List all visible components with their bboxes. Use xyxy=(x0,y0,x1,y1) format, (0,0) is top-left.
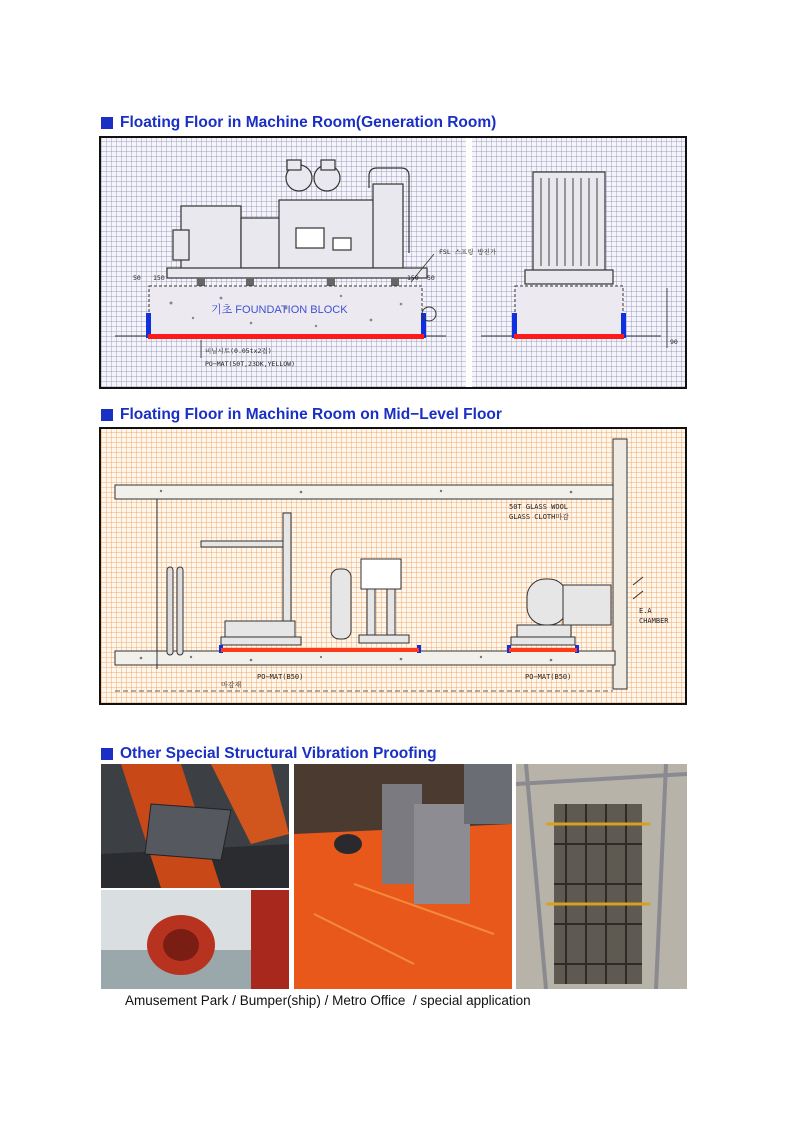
ship-hull xyxy=(251,890,289,989)
fsl-label: FSL 스프링 방진가 xyxy=(439,248,497,256)
po-mat-label: PO−MAT(50T,23DK,YELLOW) xyxy=(205,360,296,368)
upper-slab xyxy=(115,485,615,499)
generator-coupling xyxy=(241,218,281,268)
radiator-front xyxy=(533,172,605,272)
spring-isolators xyxy=(197,278,399,287)
section-title-mid-level-floor xyxy=(101,406,502,424)
cylinder-right xyxy=(177,567,183,655)
front-po-mat-strip xyxy=(514,334,624,339)
sensor-box xyxy=(333,238,351,250)
po-mat-strip-right xyxy=(509,648,577,652)
po-mat-label-right: PO−MAT(B50) xyxy=(525,673,572,681)
generation-room-drawing xyxy=(99,136,687,389)
steel-box xyxy=(414,804,470,904)
section-title-text: Other Special Structural Vibration Proofing xyxy=(120,745,437,762)
pipe-vertical xyxy=(283,513,291,633)
pump-assembly xyxy=(201,513,409,645)
control-panel xyxy=(296,228,324,248)
po-mat-label-left: PO−MAT(B50) xyxy=(257,673,304,681)
glass-cloth-label: GLASS CLOTH마감 xyxy=(509,513,569,521)
filter-cap-right xyxy=(321,160,335,170)
generator-alternator xyxy=(181,206,241,271)
pump-base xyxy=(221,637,301,645)
control-cabinet xyxy=(361,559,401,589)
engine-block xyxy=(279,200,374,268)
generator-side-view xyxy=(167,160,427,278)
finish-material-label: 마감재 xyxy=(221,681,242,689)
square-bullet-icon xyxy=(101,117,113,129)
po-mat-strip-left xyxy=(221,648,419,652)
photo-caption: Amusement Park / Bumper(ship) / Metro Office / special application xyxy=(125,993,531,1008)
section-title-generation-room xyxy=(101,114,496,132)
bumper-core xyxy=(163,929,199,961)
chamber-label: CHAMBER xyxy=(639,617,669,625)
square-bullet-icon xyxy=(101,409,113,421)
glass-wool-label: 50T GLASS WOOL xyxy=(509,503,569,511)
airflow-arrows xyxy=(633,577,643,599)
dimension-50-left: 50 xyxy=(133,274,141,282)
dimension-150-right: 150 xyxy=(407,274,419,282)
mid-level-floor-drawing xyxy=(99,427,687,705)
fan-motor xyxy=(517,625,571,637)
fan-assembly xyxy=(511,579,611,645)
fan-base xyxy=(511,637,575,645)
photo-metro-office xyxy=(294,764,512,989)
booster-pump-2 xyxy=(387,589,395,635)
dimension-150-left: 150 xyxy=(153,274,165,282)
base-frame xyxy=(167,268,427,278)
pipe-horizontal xyxy=(201,541,291,547)
front-foundation-block xyxy=(515,286,623,336)
photo-special-application xyxy=(516,764,687,989)
dimension-90: 90 xyxy=(670,338,678,346)
worker xyxy=(334,834,362,854)
mid-level-floor-drawing-svg xyxy=(101,429,685,703)
booster-base xyxy=(359,635,409,643)
photo-ship-bumper xyxy=(101,890,289,989)
front-base-frame xyxy=(525,270,613,284)
fan-housing xyxy=(527,579,567,625)
section-title-text: Floating Floor in Machine Room(Generation Room) xyxy=(120,114,497,131)
po-mat-strip xyxy=(148,334,424,339)
rebar-pit xyxy=(554,804,642,984)
vinyl-sheet-label: 비닐시트(0.05tx2겹) xyxy=(205,347,272,355)
lower-slab xyxy=(115,651,615,665)
filter-cap-left xyxy=(287,160,301,170)
fan-duct xyxy=(563,585,611,625)
generation-room-drawing-svg xyxy=(101,138,685,387)
generator-front-view xyxy=(525,172,613,284)
generator-end-cap xyxy=(173,230,189,260)
booster-pump-1 xyxy=(367,589,375,635)
steel-plate xyxy=(145,804,231,860)
section-title-text: Floating Floor in Machine Room on Mid−Level Floor xyxy=(120,406,502,423)
wall-panel xyxy=(464,764,512,824)
dimension-50-right: 50 xyxy=(427,274,435,282)
slab-aggregate xyxy=(140,490,573,662)
ea-label: E.A xyxy=(639,607,652,615)
cylinder-left xyxy=(167,567,173,655)
foundation-label: 기초 FOUNDATION BLOCK xyxy=(211,304,348,316)
photo-amusement-park xyxy=(101,764,289,888)
square-bullet-icon xyxy=(101,748,113,760)
pump-motor xyxy=(225,621,295,639)
section-title-special-structural xyxy=(101,745,437,763)
radiator-support xyxy=(373,184,403,268)
pressure-tank xyxy=(331,569,351,639)
